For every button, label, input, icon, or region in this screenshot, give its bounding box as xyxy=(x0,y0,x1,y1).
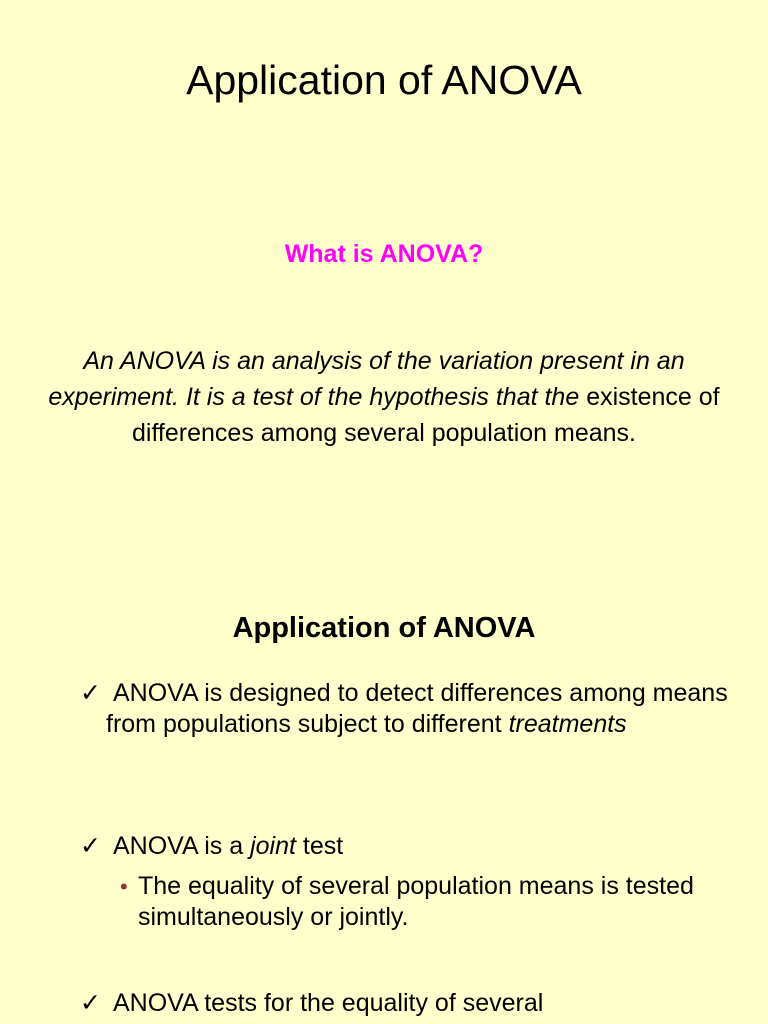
bullet-text-plain: ANOVA is designed to detect differences among means from populations subject to different xyxy=(106,679,728,738)
sub-bullet-item xyxy=(120,871,750,933)
definition-paragraph xyxy=(40,343,728,451)
bullet-item-designed xyxy=(80,678,750,740)
checkmark-icon: ✓ xyxy=(80,679,101,707)
bullet-text xyxy=(80,831,750,862)
bullet-text-plain: ANOVA is a xyxy=(113,832,251,860)
bullet-text-italic: joint xyxy=(250,832,296,860)
bullet-item-joint-test xyxy=(80,831,750,862)
bullet-dot-icon: • xyxy=(120,874,128,899)
checkmark-icon: ✓ xyxy=(80,832,101,860)
bullet-text-italic: treatments xyxy=(508,710,627,738)
section-heading: Application of ANOVA xyxy=(232,612,536,644)
sub-bullet-text: The equality of several population means is tested simultaneously or jointly. xyxy=(138,872,694,931)
slide-title: Application of ANOVA xyxy=(186,57,582,103)
question-heading: What is ANOVA? xyxy=(284,240,484,268)
bullet-text-plain-after: test xyxy=(295,832,344,860)
definition-italic-text: An ANOVA is an analysis of the variation present in an experiment. It is a test of the hypothesis that the xyxy=(48,347,685,411)
bullet-text xyxy=(80,988,750,1019)
bullet-item-equality xyxy=(80,988,750,1019)
bullet-text-plain: ANOVA tests for the equality of several xyxy=(113,989,544,1017)
checkmark-icon: ✓ xyxy=(80,989,101,1017)
definition-normal-text: existence of differences among several population means. xyxy=(131,383,720,447)
bullet-text xyxy=(80,678,750,740)
